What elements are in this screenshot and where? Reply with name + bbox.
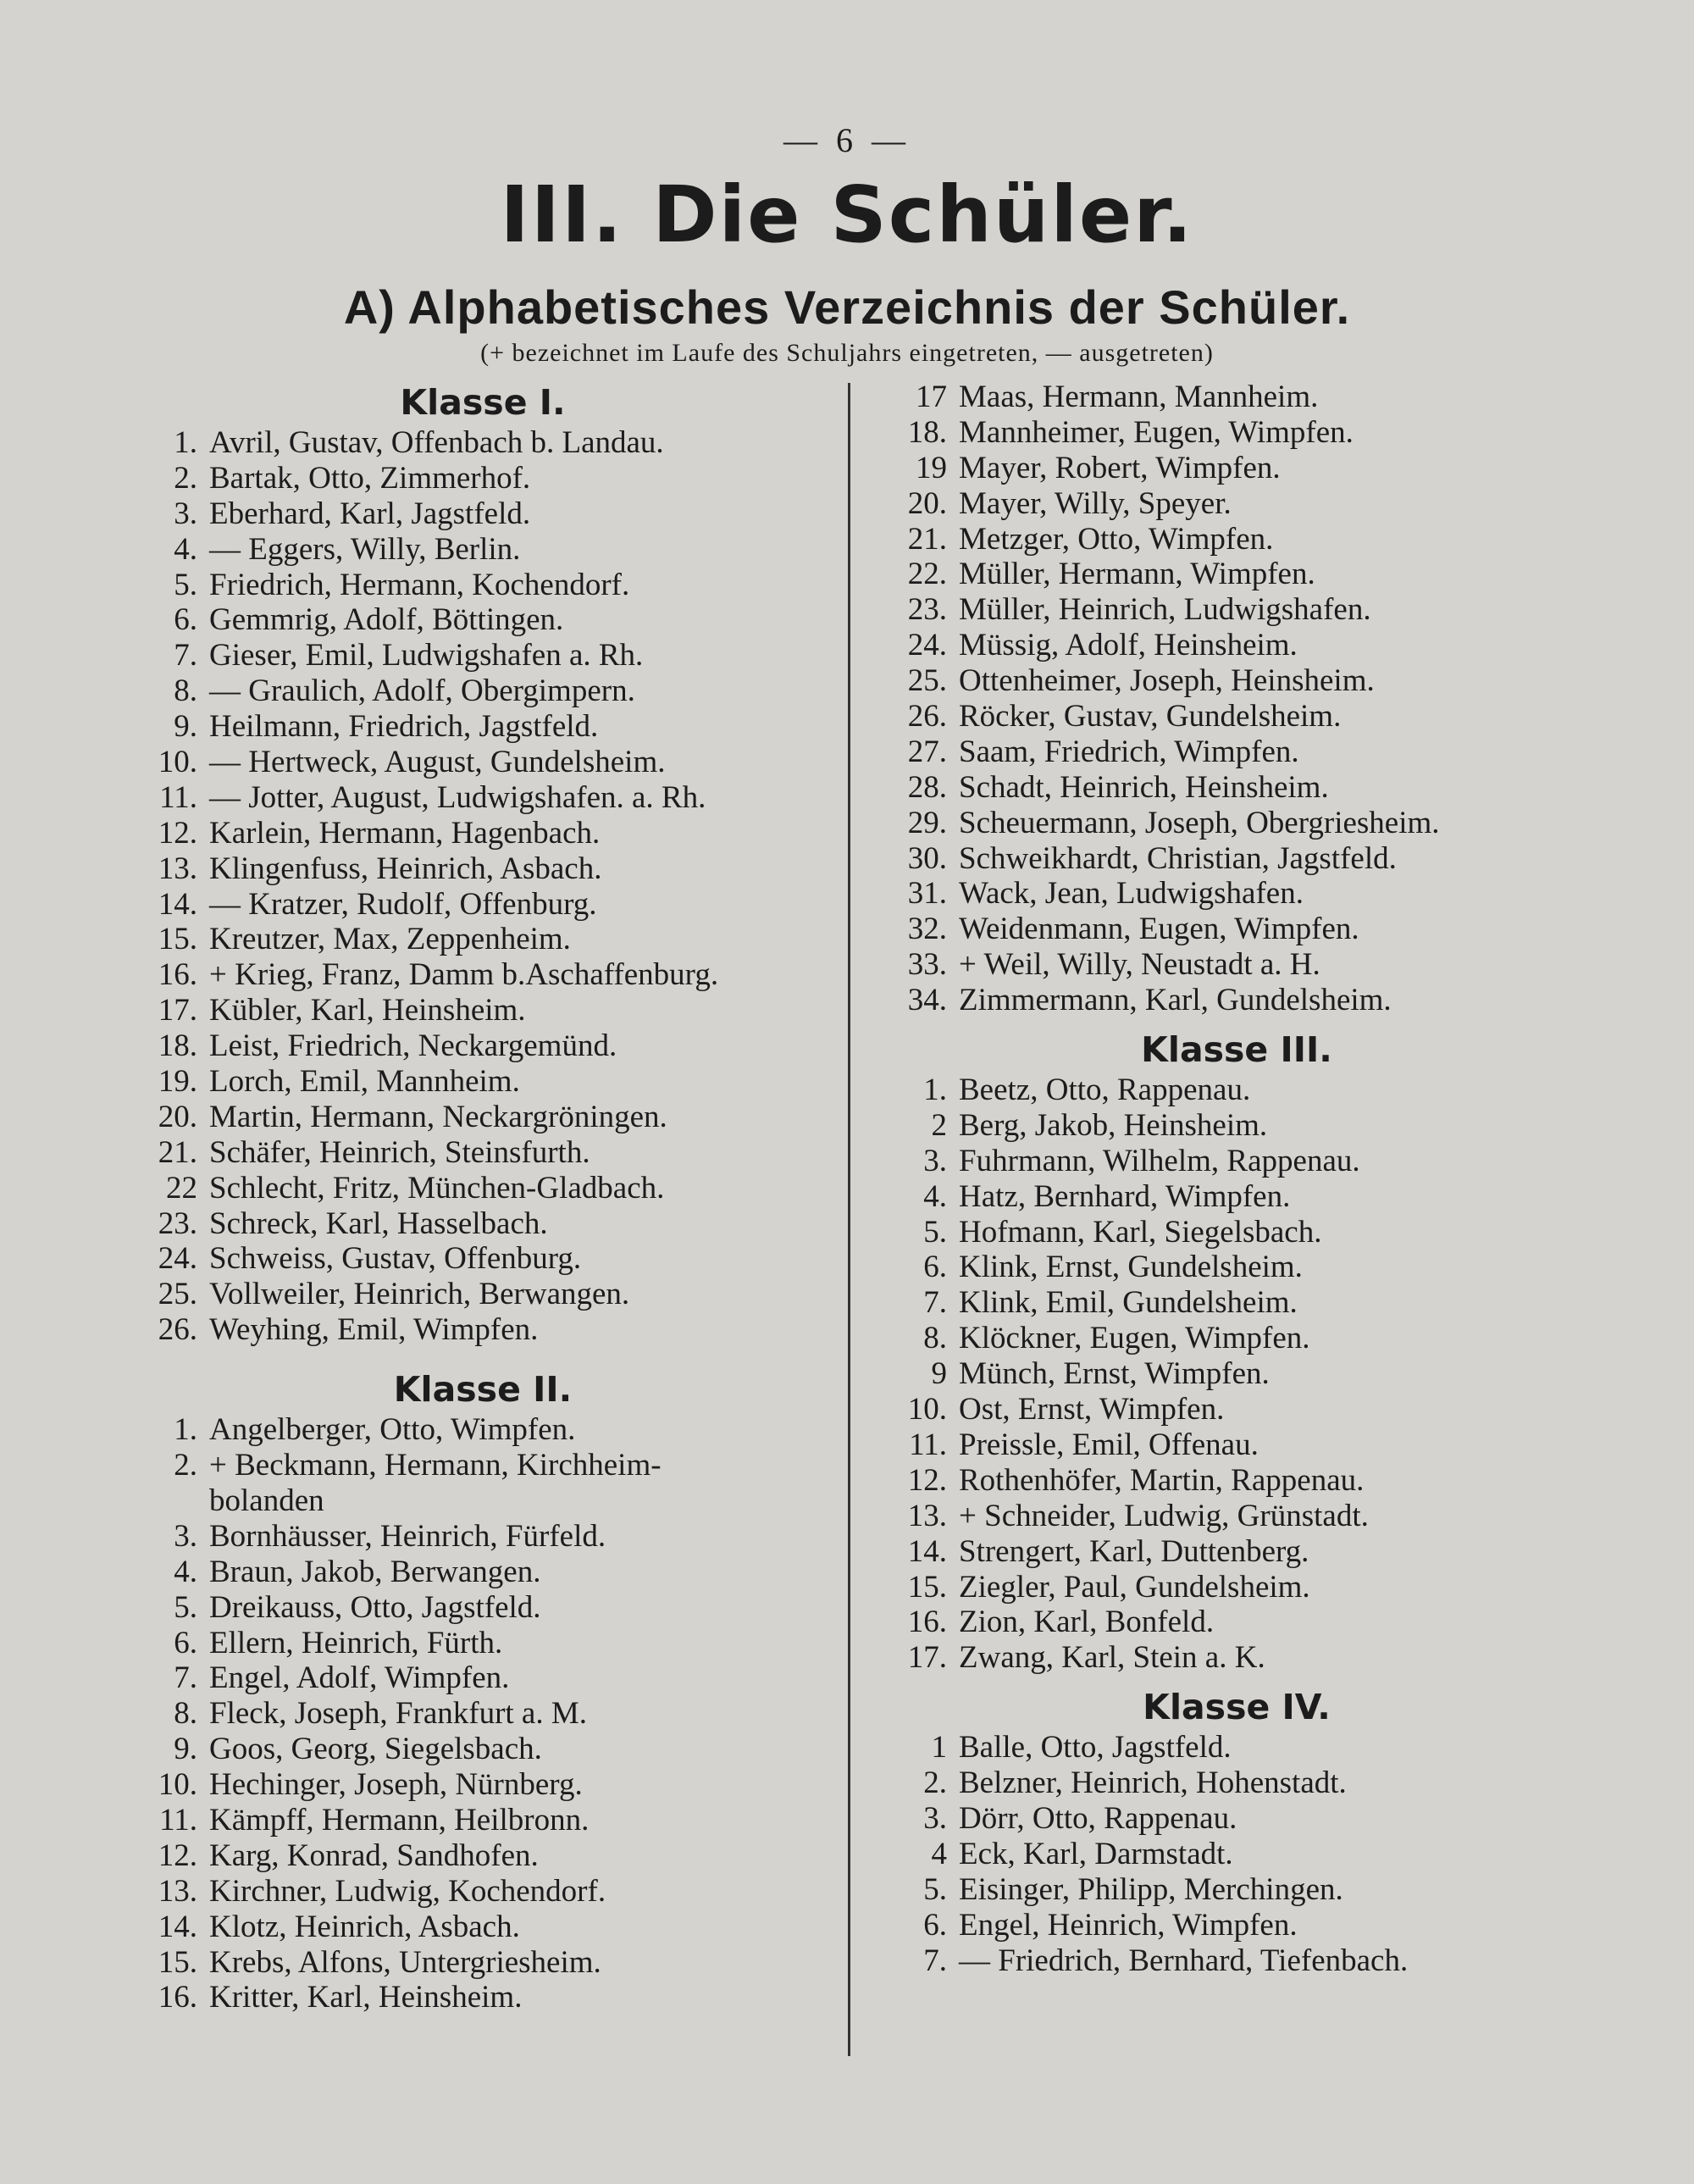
list-item-text: Karg, Konrad, Sandhofen. [209, 1838, 539, 1873]
list-item-text: Hechinger, Joseph, Nürnberg. [209, 1767, 583, 1803]
list-item-text: Kritter, Karl, Heinsheim. [209, 1980, 523, 2015]
list-item-number: 12. [907, 1462, 947, 1498]
list-item [881, 1108, 1592, 1144]
list-item [881, 1285, 1592, 1321]
list-item-number: 13. [158, 851, 197, 886]
list-item [131, 1732, 834, 1767]
list-item [881, 841, 1592, 877]
list-item-text: Hatz, Bernhard, Wimpfen. [959, 1178, 1291, 1214]
list-item-number: 4. [174, 531, 197, 567]
list-item-number: 14. [907, 1533, 947, 1569]
list-item [881, 663, 1592, 699]
list-item-text: Kirchner, Ludwig, Kochendorf. [209, 1873, 606, 1909]
list-item-number: 10. [907, 1392, 947, 1427]
list-item [881, 557, 1592, 592]
list-item-text: + Schneider, Ludwig, Grünstadt. [959, 1498, 1369, 1533]
list-item-text: Zion, Karl, Bonfeld. [959, 1605, 1215, 1640]
list-item-number: 2 [931, 1107, 947, 1143]
list-item-text: Heilmann, Friedrich, Jagstfeld. [209, 709, 599, 745]
list-item [131, 602, 834, 638]
list-item [881, 1499, 1592, 1534]
list-item-number: 5. [923, 1214, 947, 1250]
list-item [881, 1144, 1592, 1179]
list-item-text: Metzger, Otto, Wimpfen. [959, 521, 1274, 557]
list-item [131, 780, 834, 816]
list-item [881, 451, 1592, 486]
list-item-number: 5. [174, 1589, 197, 1625]
list-item [881, 1570, 1592, 1605]
list-item-text: Kreutzer, Max, Zeppenheim. [209, 922, 571, 957]
list-item-number: 9 [931, 1356, 947, 1392]
list-item-text: Engel, Adolf, Wimpfen. [209, 1660, 510, 1696]
list-item-text: Schreck, Karl, Hasselbach. [209, 1206, 548, 1241]
list-item-number: 10. [158, 745, 197, 780]
list-item [881, 1801, 1592, 1837]
list-item [881, 1250, 1592, 1285]
list-item [881, 1427, 1592, 1463]
list-item [131, 1206, 834, 1242]
list-item-number: 28. [907, 769, 947, 805]
list-item-text: Schweiss, Gustav, Offenburg. [209, 1241, 582, 1277]
list-item-text: Wack, Jean, Ludwigshafen. [959, 876, 1304, 912]
list-item [131, 1171, 834, 1206]
list-item-number: 30. [907, 840, 947, 876]
list-item [881, 415, 1592, 451]
list-item [131, 638, 834, 673]
list-item-number: 16. [158, 1980, 197, 2015]
list-item [881, 876, 1592, 912]
list-item-text: Mayer, Willy, Speyer. [959, 485, 1232, 521]
list-item-number: 1. [174, 425, 197, 460]
list-item [131, 851, 834, 887]
list-item-text: + Krieg, Franz, Damm b.Aschaffenburg. [209, 957, 719, 993]
list-item-number: 9. [174, 1732, 197, 1767]
list-item-text: Strengert, Karl, Duttenberg. [959, 1533, 1309, 1569]
list-item-number: 6. [923, 1907, 947, 1943]
list-item-text: Eberhard, Karl, Jagstfeld. [209, 496, 531, 531]
klasse-4-heading: Klasse IV. [1143, 1687, 1331, 1728]
list-item-text: Martin, Hermann, Neckargröningen. [209, 1099, 667, 1134]
list-item-text: Rothenhöfer, Martin, Rappenau. [959, 1462, 1365, 1498]
list-item [881, 1605, 1592, 1640]
list-item-number: 5. [174, 567, 197, 602]
list-item-number: 19. [158, 1064, 197, 1100]
list-item [131, 1803, 834, 1838]
list-item-number: 24. [158, 1241, 197, 1277]
list-item [131, 1945, 834, 1981]
legend-note: (+ bezeichnet im Laufe des Schuljahrs eingetreten, — ausgetreten) [480, 339, 1214, 367]
list-item [881, 380, 1592, 415]
list-item-text: Krebs, Alfons, Untergriesheim. [209, 1944, 601, 1980]
list-item-number: 8. [923, 1321, 947, 1356]
list-item [131, 1100, 834, 1135]
list-item-number: 14. [158, 886, 197, 922]
list-item-number: 11. [159, 779, 197, 815]
list-item [131, 496, 834, 532]
list-item [131, 745, 834, 780]
list-item-number: 18. [907, 414, 947, 450]
list-item-text: Schadt, Heinrich, Heinsheim. [959, 769, 1329, 805]
list-item-text: Klink, Ernst, Gundelsheim. [959, 1250, 1303, 1285]
list-item-text: — Graulich, Adolf, Obergimpern. [209, 673, 635, 709]
list-item-text: Klink, Emil, Gundelsheim. [959, 1285, 1298, 1321]
list-item [131, 1980, 834, 2015]
list-item-number: 13. [158, 1873, 197, 1909]
list-item [131, 1696, 834, 1732]
list-item-text: Berg, Jakob, Heinsheim. [959, 1107, 1268, 1143]
list-item [131, 1767, 834, 1803]
list-item [881, 1837, 1592, 1872]
list-item [881, 699, 1592, 734]
list-item-number: 1. [923, 1073, 947, 1108]
list-item-text: — Jotter, August, Ludwigshafen. a. Rh. [209, 779, 706, 815]
list-item [881, 1908, 1592, 1943]
list-item [881, 1765, 1592, 1801]
list-item [131, 887, 834, 923]
list-item-text: Weidenmann, Eugen, Wimpfen. [959, 912, 1359, 947]
list-item [131, 1028, 834, 1064]
list-item-text: Ost, Ernst, Wimpfen. [959, 1392, 1225, 1427]
list-item-text: Klöckner, Eugen, Wimpfen. [959, 1321, 1310, 1356]
list-item-number: 18. [158, 1028, 197, 1064]
list-item [881, 1463, 1592, 1499]
list-item [881, 1534, 1592, 1570]
list-item-text: Ellern, Heinrich, Fürth. [209, 1625, 503, 1660]
list-item [131, 1555, 834, 1590]
list-item-number: 25. [158, 1277, 197, 1312]
list-item-number: 2. [923, 1765, 947, 1801]
klasse-3-list [881, 1073, 1592, 1676]
list-item-number: 23. [907, 592, 947, 628]
list-item [881, 1640, 1592, 1676]
list-item-text: Fuhrmann, Wilhelm, Rappenau. [959, 1143, 1360, 1178]
list-item [131, 1312, 834, 1348]
list-item-text: Angelberger, Otto, Wimpfen. [209, 1412, 576, 1448]
list-item-text: Engel, Heinrich, Wimpfen. [959, 1907, 1298, 1943]
list-item-text: Friedrich, Hermann, Kochendorf. [209, 567, 630, 602]
list-item-number: 25. [907, 663, 947, 699]
list-item [131, 1838, 834, 1874]
list-item-text: Zimmermann, Karl, Gundelsheim. [959, 983, 1392, 1018]
list-item [131, 1448, 834, 1483]
list-item-number: 4. [174, 1554, 197, 1589]
list-item-number: 4. [923, 1178, 947, 1214]
list-item-number: 7. [923, 1285, 947, 1321]
list-item [131, 816, 834, 851]
klasse-2-list-b [131, 1519, 834, 2015]
list-item-number: 27. [907, 734, 947, 769]
list-item [131, 957, 834, 993]
list-item [131, 1910, 834, 1945]
list-item-number: 22. [907, 557, 947, 592]
list-item [881, 806, 1592, 841]
list-item-text: Gieser, Emil, Ludwigshafen a. Rh. [209, 638, 644, 673]
list-item-number: 32. [907, 912, 947, 947]
list-item-text: Braun, Jakob, Berwangen. [209, 1554, 541, 1589]
list-item-number: 33. [907, 947, 947, 983]
list-item [131, 1874, 834, 1910]
list-item-text: Müller, Hermann, Wimpfen. [959, 557, 1315, 592]
list-item-text: Lorch, Emil, Mannheim. [209, 1064, 520, 1100]
klasse-2-heading: Klasse II. [393, 1369, 573, 1411]
list-item-number: 15. [158, 1944, 197, 1980]
list-item [881, 947, 1592, 983]
list-item-number: 10. [158, 1767, 197, 1803]
list-item-text: Müller, Heinrich, Ludwigshafen. [959, 592, 1371, 628]
list-item-number: 12. [158, 815, 197, 851]
list-item-text: Mayer, Robert, Wimpfen. [959, 450, 1281, 485]
list-item [881, 1321, 1592, 1356]
list-item [881, 912, 1592, 947]
list-item [131, 568, 834, 603]
klasse-1-list [131, 425, 834, 1348]
list-item-text: Mannheimer, Eugen, Wimpfen. [959, 414, 1354, 450]
list-item-number: 11. [159, 1802, 197, 1838]
list-item [881, 486, 1592, 522]
list-item-text: Kämpff, Hermann, Heilbronn. [209, 1802, 590, 1838]
list-item-text: Kübler, Karl, Heinsheim. [209, 993, 526, 1028]
list-item-number: 20. [907, 485, 947, 521]
list-item [881, 1179, 1592, 1215]
list-item [131, 1277, 834, 1312]
list-item-text: Dreikauss, Otto, Jagstfeld. [209, 1589, 541, 1625]
list-item-text: Balle, Otto, Jagstfeld. [959, 1730, 1232, 1765]
list-item [881, 1730, 1592, 1765]
list-item [881, 1943, 1592, 1979]
list-item [131, 1519, 834, 1555]
list-item-text: Münch, Ernst, Wimpfen. [959, 1356, 1270, 1392]
list-item-text: Preissle, Emil, Offenau. [959, 1427, 1259, 1462]
list-item-text: Belzner, Heinrich, Hohenstadt. [959, 1765, 1347, 1801]
list-item-text: Röcker, Gustav, Gundelsheim. [959, 699, 1342, 734]
list-item-number: 7. [923, 1943, 947, 1978]
list-item-text: Fleck, Joseph, Frankfurt a. M. [209, 1696, 587, 1732]
list-item-number: 9. [174, 709, 197, 745]
list-item-number: 17 [916, 380, 947, 414]
list-item-number: 8. [174, 1696, 197, 1732]
list-item-text: Vollweiler, Heinrich, Berwangen. [209, 1277, 630, 1312]
list-item-text: Klingenfuss, Heinrich, Asbach. [209, 851, 602, 886]
list-item-text: Maas, Hermann, Mannheim. [959, 380, 1319, 414]
list-item-text: Saam, Friedrich, Wimpfen. [959, 734, 1299, 769]
list-item-number: 15. [907, 1569, 947, 1605]
list-item-text: Schlecht, Fritz, München-Gladbach. [209, 1170, 665, 1206]
list-item [131, 1412, 834, 1448]
list-item [131, 709, 834, 745]
list-item-number: 3. [174, 496, 197, 531]
list-item-text: + Beckmann, Hermann, Kirchheim- [209, 1448, 662, 1483]
page-title: III. Die Schüler. [500, 169, 1194, 260]
list-item-number: 6. [174, 1625, 197, 1660]
klasse-2-list-c [881, 380, 1592, 1018]
page-number: — 6 — [783, 121, 911, 159]
list-item-text: Avril, Gustav, Offenbach b. Landau. [209, 425, 664, 460]
left-column [131, 380, 834, 2015]
list-item-number: 2. [174, 460, 197, 496]
list-item-number: 20. [158, 1099, 197, 1134]
list-item-number: 26. [907, 699, 947, 734]
list-item-number: 19 [916, 450, 947, 485]
list-item [881, 1356, 1592, 1392]
list-item [131, 461, 834, 496]
list-item-number: 13. [907, 1498, 947, 1533]
list-item-text: Scheuermann, Joseph, Obergriesheim. [959, 805, 1440, 840]
list-item-text: Leist, Friedrich, Neckargemünd. [209, 1028, 617, 1064]
list-item-number: 3. [923, 1143, 947, 1178]
list-item-number: 14. [158, 1909, 197, 1944]
list-item-text: Hofmann, Karl, Siegelsbach. [959, 1214, 1322, 1250]
section-subtitle: A) Alphabetisches Verzeichnis der Schüler. [343, 280, 1351, 334]
list-item [131, 922, 834, 957]
list-item-text: Eck, Karl, Darmstadt. [959, 1836, 1233, 1871]
list-item-text: + Weil, Willy, Neustadt a. H. [959, 947, 1320, 983]
list-item-number: 21. [158, 1134, 197, 1170]
list-item-text: — Kratzer, Rudolf, Offenburg. [209, 886, 597, 922]
list-item-text: Gemmrig, Adolf, Böttingen. [209, 602, 564, 638]
list-item [881, 983, 1592, 1018]
list-item-text: — Eggers, Willy, Berlin. [209, 531, 521, 567]
list-item-number: 4 [931, 1836, 947, 1871]
list-item-number: 11. [909, 1427, 947, 1462]
list-item-number: 31. [907, 876, 947, 912]
list-item [131, 1626, 834, 1661]
list-item [881, 1392, 1592, 1427]
list-item-text: Eisinger, Philipp, Merchingen. [959, 1871, 1343, 1907]
list-item-number: 7. [174, 1660, 197, 1696]
list-item [881, 1215, 1592, 1250]
list-item-number: 12. [158, 1838, 197, 1873]
list-item-number: 6. [174, 602, 197, 638]
klasse-1-heading: Klasse I. [400, 382, 566, 423]
list-item-text: Ottenheimer, Joseph, Heinsheim. [959, 663, 1375, 699]
list-item-number: 17. [907, 1640, 947, 1676]
list-item [881, 592, 1592, 628]
list-item [131, 673, 834, 709]
list-item-number: 34. [907, 983, 947, 1018]
list-item [881, 734, 1592, 770]
list-item [881, 522, 1592, 557]
list-item-text: Beetz, Otto, Rappenau. [959, 1073, 1251, 1108]
list-item-text: Bartak, Otto, Zimmerhof. [209, 460, 531, 496]
list-item-number: 23. [158, 1206, 197, 1241]
list-item-number: 1 [931, 1730, 947, 1765]
list-item [131, 1241, 834, 1277]
list-item-number: 29. [907, 805, 947, 840]
list-item-continuation: bolanden [209, 1483, 324, 1518]
klasse-3-heading: Klasse III. [1141, 1029, 1332, 1071]
list-item-number: 6. [923, 1250, 947, 1285]
list-item-text: Goos, Georg, Siegelsbach. [209, 1732, 542, 1767]
list-item-number: 17. [158, 993, 197, 1028]
list-item [131, 993, 834, 1028]
list-item-text: — Hertweck, August, Gundelsheim. [209, 745, 666, 780]
list-item-number: 1. [174, 1412, 197, 1448]
right-column [881, 380, 1592, 1978]
list-item [881, 770, 1592, 806]
list-item-number: 21. [907, 521, 947, 557]
list-item-text: Bornhäusser, Heinrich, Fürfeld. [209, 1518, 606, 1554]
list-item-number: 5. [923, 1871, 947, 1907]
list-item-text: — Friedrich, Bernhard, Tiefenbach. [959, 1943, 1409, 1978]
klasse-4-list [881, 1730, 1592, 1978]
list-item-number: 26. [158, 1312, 197, 1348]
list-item-number: 8. [174, 673, 197, 709]
list-item-text: Dörr, Otto, Rappenau. [959, 1800, 1237, 1836]
list-item-number: 22 [166, 1170, 197, 1206]
list-item [131, 1590, 834, 1626]
list-item [131, 1064, 834, 1100]
klasse-2-list-a [131, 1412, 834, 1483]
list-item-number: 3. [174, 1518, 197, 1554]
list-item-number: 16. [158, 957, 197, 993]
list-item-text: Ziegler, Paul, Gundelsheim. [959, 1569, 1310, 1605]
list-item [131, 1660, 834, 1696]
list-item-number: 24. [907, 628, 947, 663]
list-item-text: Müssig, Adolf, Heinsheim. [959, 628, 1298, 663]
list-item-number: 7. [174, 638, 197, 673]
list-item-text: Klotz, Heinrich, Asbach. [209, 1909, 520, 1944]
list-item-number: 16. [907, 1605, 947, 1640]
list-item [881, 628, 1592, 663]
column-divider [848, 383, 850, 2056]
list-item-text: Weyhing, Emil, Wimpfen. [209, 1312, 539, 1348]
list-item [881, 1073, 1592, 1108]
list-item [131, 532, 834, 568]
list-item-number: 15. [158, 922, 197, 957]
list-item-number: 3. [923, 1800, 947, 1836]
list-item-text: Schäfer, Heinrich, Steinsfurth. [209, 1134, 590, 1170]
list-item-text: Karlein, Hermann, Hagenbach. [209, 815, 601, 851]
list-item [881, 1872, 1592, 1908]
list-item [131, 1135, 834, 1171]
list-item-text: Schweikhardt, Christian, Jagstfeld. [959, 840, 1397, 876]
list-item-number: 2. [174, 1448, 197, 1483]
list-item [131, 425, 834, 461]
list-item-text: Zwang, Karl, Stein a. K. [959, 1640, 1265, 1676]
